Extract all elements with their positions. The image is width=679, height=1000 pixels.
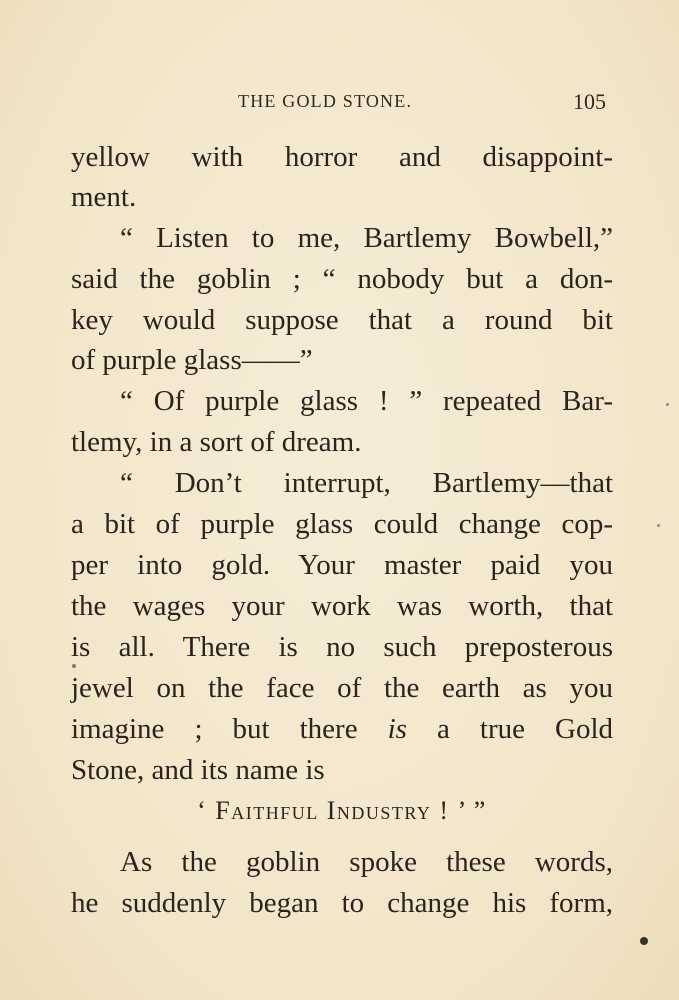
text-line-7: “ Of purple glass ! ” repeated Bar-	[120, 385, 613, 417]
text-line-5: key would suppose that a round bit	[71, 304, 613, 336]
text-line-9: “ Don’t interrupt, Bartlemy—that	[120, 467, 613, 499]
text-line-4: said the goblin ; “ nobody but a don-	[71, 263, 613, 295]
ink-speck	[72, 664, 76, 668]
text-line-6: of purple glass——”	[71, 344, 313, 376]
text-line-12: the wages your work was worth, that	[71, 590, 613, 622]
text-line-14: jewel on the face of the earth as you	[71, 672, 613, 704]
text-line-3: “ Listen to me, Bartlemy Bowbell,”	[120, 222, 613, 254]
running-title: THE GOLD STONE.	[238, 91, 413, 111]
italic-emphasis: is	[387, 713, 407, 745]
ink-speck	[657, 524, 660, 527]
text-line-19: he suddenly began to change his form,	[71, 887, 613, 919]
ink-speck	[640, 937, 648, 945]
text-line-16: Stone, and its name is	[71, 754, 325, 786]
ink-speck	[666, 403, 669, 406]
page-number: 105	[573, 89, 606, 114]
text-line-11: per into gold. Your master paid you	[71, 549, 613, 581]
text-line-13: is all. There is no such preposterous	[71, 631, 613, 663]
text-line-15	[71, 711, 613, 747]
text-line-10: a bit of purple glass could change cop-	[71, 508, 613, 540]
quoted-name-line: ‘ Faithful Industry ! ’ ”	[197, 796, 487, 825]
text-line-15-end: a true Gold	[436, 713, 613, 745]
text-line-1: yellow with horror and disappoint-	[71, 141, 613, 173]
text-line-2: ment.	[71, 181, 137, 213]
text-line-15-start: imagine ; but there	[71, 713, 358, 745]
text-line-8: tlemy, in a sort of dream.	[71, 426, 362, 458]
text-line-18: As the goblin spoke these words,	[120, 846, 613, 878]
